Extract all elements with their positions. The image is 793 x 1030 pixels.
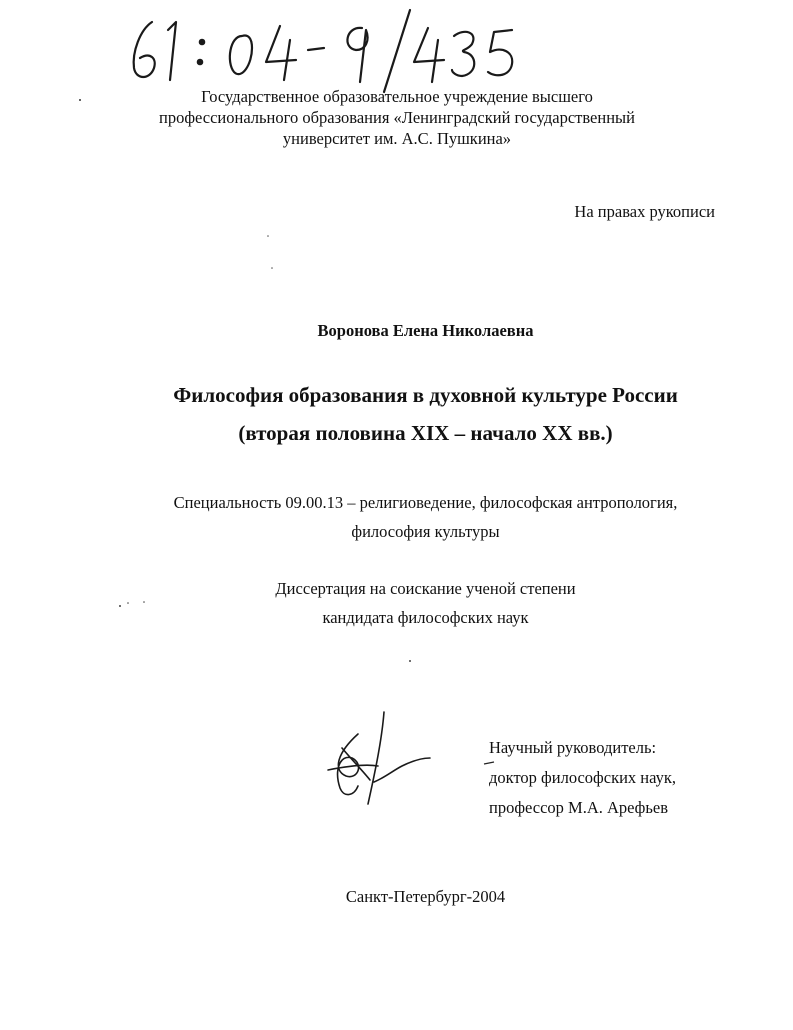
degree-line-2: кандидата философских наук [322,608,529,627]
handwritten-signature [318,708,436,810]
supervisor-block [489,733,676,823]
supervisor-degree: доктор философских наук, [489,768,676,787]
institution-line-3: университет им. А.С. Пушкина» [282,129,512,148]
signature-drawing [318,708,436,810]
title-line-2: (вторая половина XIX – начало XX вв.) [238,421,613,445]
manuscript-note: На правах рукописи [574,202,715,221]
archive-code-drawing [110,0,540,96]
institution-line-2: профессионального образования «Ленинградский государственный [159,108,635,127]
title-line-1: Философия образования в духовной культуре России [173,383,678,407]
city-year: Санкт-Петербург-2004 [345,887,506,906]
specialty-line-2: философия культуры [351,522,500,541]
institution-line-1: Государственное образовательное учреждение высшего [201,87,593,106]
institution-block [100,86,694,149]
archive-code-handwritten [110,0,540,96]
dissertation-title [0,376,793,452]
specialty-line-1: Специальность 09.00.13 – религиоведение, философская антропология, [173,493,678,512]
supervisor-name: профессор М.А. Арефьев [489,798,669,817]
author-name: Воронова Елена Николаевна [317,321,534,340]
degree-block [0,574,793,632]
supervisor-label: Научный руководитель: [489,738,657,757]
degree-line-1: Диссертация на соискание ученой степени [275,579,576,598]
specialty-block [0,488,793,546]
